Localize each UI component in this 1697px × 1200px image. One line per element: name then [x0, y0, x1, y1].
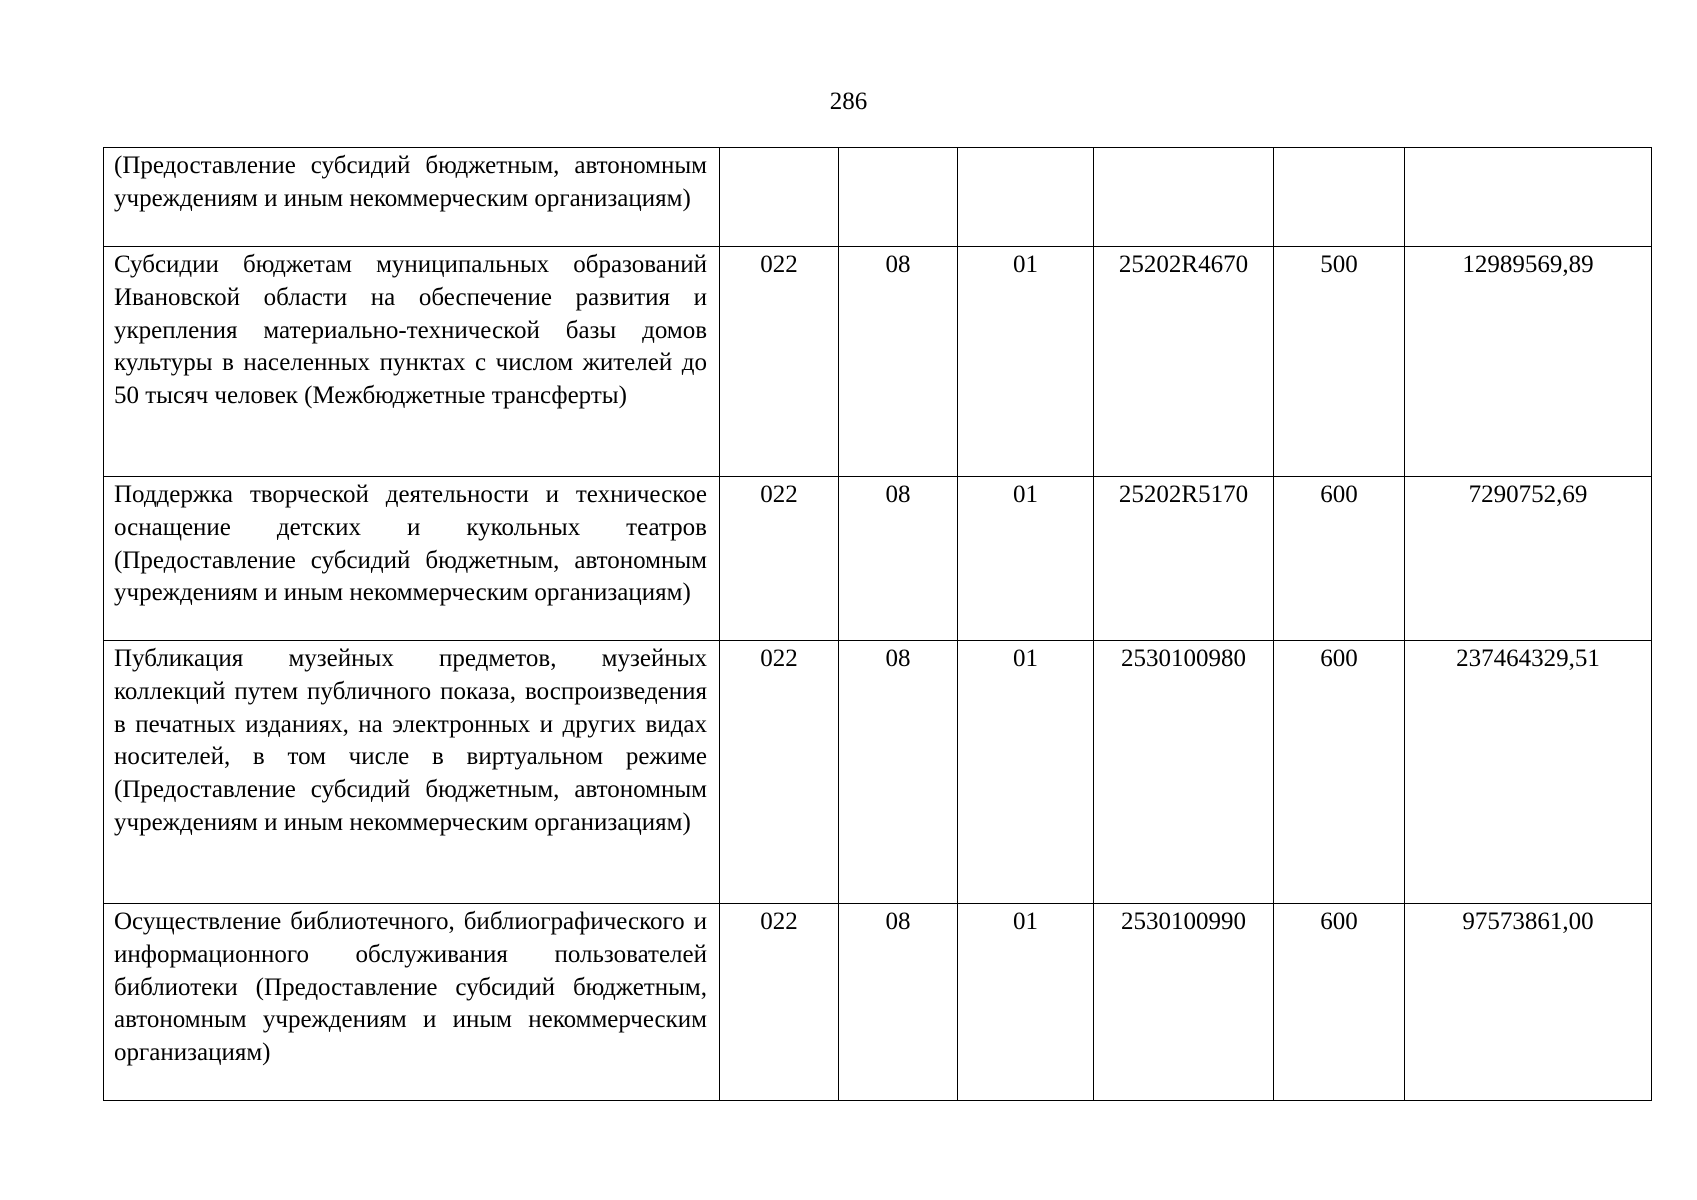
table-row [104, 148, 1652, 247]
row-target-article: 2530100980 [1094, 641, 1274, 904]
row-description: Осуществление библиотечного, библиографического и информационного обслуживания пользователей библиотеки (Предоставление субсидий бюджетным, автономным учреждениям и иным некоммерческим организациям) [104, 904, 720, 1101]
row-target-article [1094, 148, 1274, 247]
row-admin-code [720, 148, 839, 247]
row-section: 08 [839, 641, 958, 904]
row-description: Субсидии бюджетам муниципальных образований Ивановской области на обеспечение развития и укрепления материально-технической базы домов культуры в населенных пунктах с числом жителей до 50 тысяч человек (Межбюджетные трансферты) [104, 247, 720, 477]
budget-table [103, 147, 1652, 1101]
row-subsection: 01 [958, 477, 1094, 641]
row-subsection: 01 [958, 641, 1094, 904]
row-amount: 97573861,00 [1405, 904, 1652, 1101]
page-number: 286 [829, 88, 868, 115]
row-admin-code: 022 [720, 247, 839, 477]
row-subsection: 01 [958, 247, 1094, 477]
row-subsection: 01 [958, 904, 1094, 1101]
row-section: 08 [839, 904, 958, 1101]
row-amount [1405, 148, 1652, 247]
row-target-article: 25202R4670 [1094, 247, 1274, 477]
row-description: Публикация музейных предметов, музейных коллекций путем публичного показа, воспроизведения в печатных изданиях, на электронных и других видах носителей, в том числе в виртуальном режиме (Предоставление субсидий бюджетным, автономным учреждениям и иным некоммерческим организациям) [104, 641, 720, 904]
row-admin-code: 022 [720, 904, 839, 1101]
row-admin-code: 022 [720, 477, 839, 641]
row-description: (Предоставление субсидий бюджетным, автономным учреждениям и иным некоммерческим организациям) [104, 148, 720, 247]
row-section [839, 148, 958, 247]
row-description: Поддержка творческой деятельности и техническое оснащение детских и кукольных театров (Предоставление субсидий бюджетным, автономным учреждениям и иным некоммерческим организациям) [104, 477, 720, 641]
row-expense-type: 500 [1274, 247, 1405, 477]
table-row [104, 477, 1652, 641]
row-section: 08 [839, 247, 958, 477]
row-amount: 12989569,89 [1405, 247, 1652, 477]
row-expense-type: 600 [1274, 641, 1405, 904]
row-section: 08 [839, 477, 958, 641]
row-target-article: 2530100990 [1094, 904, 1274, 1101]
table-row [104, 904, 1652, 1101]
table-row [104, 641, 1652, 904]
row-expense-type [1274, 148, 1405, 247]
row-expense-type: 600 [1274, 904, 1405, 1101]
row-amount: 7290752,69 [1405, 477, 1652, 641]
row-expense-type: 600 [1274, 477, 1405, 641]
row-target-article: 25202R5170 [1094, 477, 1274, 641]
row-admin-code: 022 [720, 641, 839, 904]
table-row [104, 247, 1652, 477]
row-amount: 237464329,51 [1405, 641, 1652, 904]
row-subsection [958, 148, 1094, 247]
